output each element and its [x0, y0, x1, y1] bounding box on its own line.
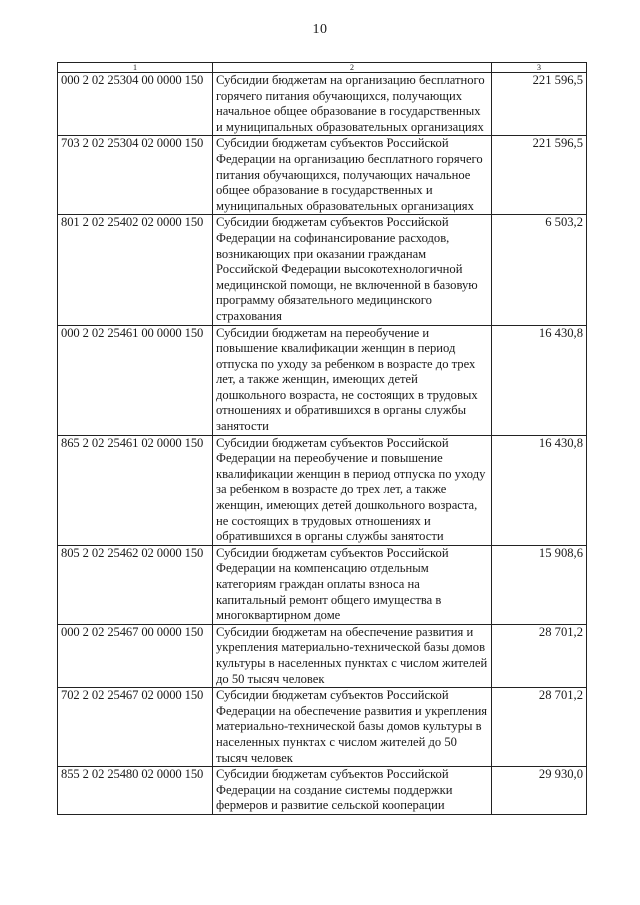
table-row	[58, 215, 587, 325]
amount: 16 430,8	[492, 435, 587, 545]
column-header-code: 1	[58, 63, 213, 73]
amount: 28 701,2	[492, 624, 587, 687]
amount: 16 430,8	[492, 325, 587, 435]
income-description: Субсидии бюджетам субъектов Российской Федерации на софинансирование расходов, возникающих при оказании гражданам Российской Федерации высокотехнологичной медицинской помощи, не включенной в базовую программу обязательного медицинского страхования	[213, 215, 492, 325]
budget-code: 703 2 02 25304 02 0000 150	[58, 136, 213, 215]
amount: 221 596,5	[492, 73, 587, 136]
income-description: Субсидии бюджетам на обеспечение развития и укрепления материально-технической базы домов культуры в населенных пунктах с числом жителей до 50 тысяч человек	[213, 624, 492, 687]
table-row	[58, 435, 587, 545]
table-row	[58, 767, 587, 815]
budget-code: 801 2 02 25402 02 0000 150	[58, 215, 213, 325]
budget-code: 000 2 02 25461 00 0000 150	[58, 325, 213, 435]
table-row	[58, 73, 587, 136]
amount: 15 908,6	[492, 545, 587, 624]
income-description: Субсидии бюджетам на переобучение и повышение квалификации женщин в период отпуска по уходу за ребенком в возрасте до трех лет, а также женщин, имеющих детей дошкольного возраста, не состоящих в трудовых отношениях и обратившихся в органы службы занятости	[213, 325, 492, 435]
column-header-amount: 3	[492, 63, 587, 73]
budget-code: 805 2 02 25462 02 0000 150	[58, 545, 213, 624]
income-description: Субсидии бюджетам субъектов Российской Федерации на компенсацию отдельным категориям граждан оплаты взноса на капитальный ремонт общего имущества в многоквартирном доме	[213, 545, 492, 624]
income-description: Субсидии бюджетам субъектов Российской Федерации на организацию бесплатного горячего питания обучающихся, получающих начальное общее образование в государственных и муниципальных образовательных организациях	[213, 136, 492, 215]
budget-code: 000 2 02 25304 00 0000 150	[58, 73, 213, 136]
budget-code: 000 2 02 25467 00 0000 150	[58, 624, 213, 687]
budget-code: 865 2 02 25461 02 0000 150	[58, 435, 213, 545]
income-description: Субсидии бюджетам субъектов Российской Федерации на создание системы поддержки фермеров и развитие сельской кооперации	[213, 767, 492, 815]
budget-code: 702 2 02 25467 02 0000 150	[58, 688, 213, 767]
income-description: Субсидии бюджетам на организацию бесплатного горячего питания обучающихся, получающих начальное общее образование в государственных и муниципальных образовательных организациях	[213, 73, 492, 136]
column-header-name: 2	[213, 63, 492, 73]
table-row	[58, 136, 587, 215]
table-row	[58, 325, 587, 435]
amount: 221 596,5	[492, 136, 587, 215]
amount: 6 503,2	[492, 215, 587, 325]
income-description: Субсидии бюджетам субъектов Российской Федерации на обеспечение развития и укрепления материально-технической базы домов культуры в населенных пунктах с числом жителей до 50 тысяч человек	[213, 688, 492, 767]
table-header-row	[58, 63, 587, 73]
amount: 28 701,2	[492, 688, 587, 767]
budget-code: 855 2 02 25480 02 0000 150	[58, 767, 213, 815]
table-row	[58, 624, 587, 687]
amount: 29 930,0	[492, 767, 587, 815]
page-number: 10	[312, 22, 328, 37]
table-row	[58, 545, 587, 624]
budget-table	[57, 62, 587, 815]
income-description: Субсидии бюджетам субъектов Российской Федерации на переобучение и повышение квалификации женщин в период отпуска по уходу за ребенком в возрасте до трех лет, а также женщин, имеющих детей дошкольного возраста, не состоящих в трудовых отношениях и обратившихся в органы службы занятости	[213, 435, 492, 545]
table-row	[58, 688, 587, 767]
